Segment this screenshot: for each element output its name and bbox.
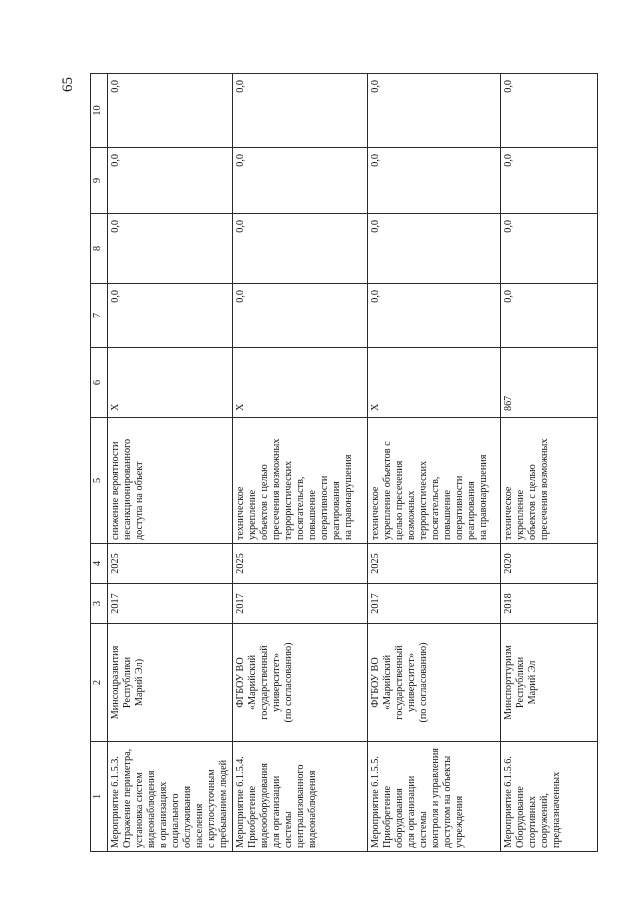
value-cell: 0,0: [368, 214, 501, 284]
result-cell: техническое укрепление объектов с целью пресечения возможных: [501, 418, 598, 544]
value-cell: 0,0: [233, 284, 368, 348]
table-header-row: [91, 74, 108, 852]
value-cell: 0,0: [108, 214, 233, 284]
value-cell: 0,0: [108, 74, 233, 148]
table-row: [233, 74, 368, 852]
column-header: 7: [91, 284, 108, 348]
page-number: 65: [60, 77, 76, 92]
value-cell: 0,0: [233, 74, 368, 148]
value-cell: 0,0: [233, 214, 368, 284]
value-cell: 0,0: [108, 148, 233, 214]
rotated-table-sheet: [12, 62, 622, 852]
start-year-cell: 2017: [233, 584, 368, 624]
table-row: [108, 74, 233, 852]
indicator-cell: 867: [501, 348, 598, 418]
indicator-cell: X: [108, 348, 233, 418]
event-cell: Мероприятие 6.1.5.5. Приобретение оборудования для организации системы контроля и управления доступом на объекты учреждения: [368, 742, 501, 852]
column-header: 6: [91, 348, 108, 418]
event-cell: Мероприятие 6.1.5.3. Отражение периметра, установка систем видеонаблюдения в организациях социального обслуживания населения с круглосуточным пребыванием людей: [108, 742, 233, 852]
end-year-cell: 2025: [233, 544, 368, 584]
executor-cell: Минсоцразвития Республики Марий Эл): [108, 624, 233, 742]
result-cell: техническое укрепление объектов с целью пресечения возможных террористических посягательств, повышение оперативности реагирования на правонарушения: [233, 418, 368, 544]
column-header: 2: [91, 624, 108, 742]
value-cell: 0,0: [233, 148, 368, 214]
start-year-cell: 2018: [501, 584, 598, 624]
event-cell: Мероприятие 6.1.5.6. Оборудование спортивных сооружений, предназначенных: [501, 742, 598, 852]
indicator-cell: X: [368, 348, 501, 418]
column-header: 5: [91, 418, 108, 544]
table-row: [501, 74, 598, 852]
executor-cell: ФГБОУ ВО «Марийский государственный университет» (по согласованию): [233, 624, 368, 742]
column-header: 4: [91, 544, 108, 584]
value-cell: 0,0: [368, 74, 501, 148]
program-activities-table: [90, 73, 598, 852]
column-header: 9: [91, 148, 108, 214]
start-year-cell: 2017: [368, 584, 501, 624]
value-cell: 0,0: [501, 214, 598, 284]
indicator-cell: X: [233, 348, 368, 418]
value-cell: 0,0: [368, 148, 501, 214]
column-header: 10: [91, 74, 108, 148]
value-cell: 0,0: [108, 284, 233, 348]
start-year-cell: 2017: [108, 584, 233, 624]
end-year-cell: 2025: [368, 544, 501, 584]
executor-cell: ФГБОУ ВО «Марийский государственный университет» (по согласованию): [368, 624, 501, 742]
event-cell: Мероприятие 6.1.5.4. Приобретение видеооборудования для организации системы централизованного видеонаблюдения: [233, 742, 368, 852]
column-header: 1: [91, 742, 108, 852]
table-row: [368, 74, 501, 852]
column-header: 3: [91, 584, 108, 624]
executor-cell: Минспорттуризм Республики Марий Эл: [501, 624, 598, 742]
value-cell: 0,0: [501, 74, 598, 148]
column-header: 8: [91, 214, 108, 284]
value-cell: 0,0: [501, 284, 598, 348]
result-cell: техническое укрепление объектов с целью пресечения возможных террористических посягательств, повышение оперативности реагирования на правонарушения: [368, 418, 501, 544]
result-cell: снижение вероятности несанкционированного доступа на объект: [108, 418, 233, 544]
end-year-cell: 2020: [501, 544, 598, 584]
end-year-cell: 2025: [108, 544, 233, 584]
value-cell: 0,0: [368, 284, 501, 348]
value-cell: 0,0: [501, 148, 598, 214]
